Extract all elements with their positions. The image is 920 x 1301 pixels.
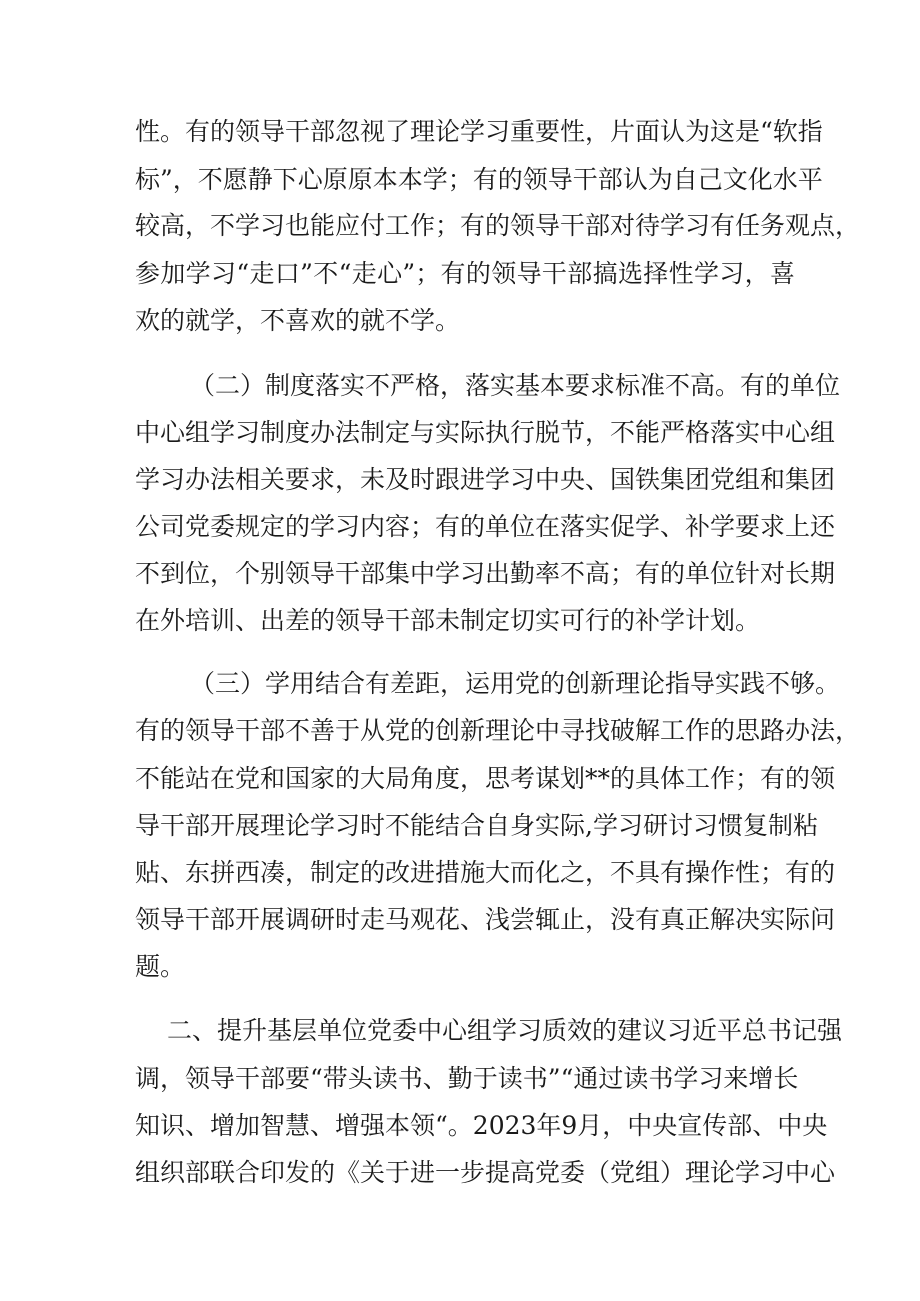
paragraph-3-line-1: （三）学用结合有差距，运用党的创新理论指导实践不够。 [190,669,841,698]
paragraph-2-line-6: 在外培训、出差的领导干部未制定切实可行的补学计划。 [135,606,761,635]
paragraph-3-line-3: 不能站在党和国家的大局角度，思考谋划**的具体工作；有的领 [135,764,836,793]
paragraph-3-line-5: 贴、东拼西凑，制定的改进措施大而化之，不具有操作性；有的 [135,858,836,887]
paragraph-4-line-3: 知识、增加智慧、增强本领“。2023年9月，中央宣传部、中央 [135,1111,828,1140]
paragraph-1-line-2: 标”，不愿静下心原原本本学；有的领导干部认为自己文化水平 [135,165,823,194]
paragraph-2-line-2: 中心组学习制度办法制定与实际执行脱节，不能严格落实中心组 [135,418,836,447]
paragraph-4-line-4: 组织部联合印发的《关于进一步提高党委（党组）理论学习中心 [135,1158,836,1187]
paragraph-1-line-1: 性。有的领导干部忽视了理论学习重要性，片面认为这是“软指 [135,117,823,146]
paragraph-1-line-4: 参加学习“走口”不“走心”；有的领导干部搞选择性学习，喜 [135,259,795,288]
paragraph-4-line-2: 调，领导干部要“带头读书、勤于读书”“通过读书学习来增长 [135,1064,799,1093]
paragraph-2-line-5: 不到位，个别领导干部集中学习出勤率不高；有的单位针对长期 [135,559,836,588]
paragraph-1-line-5: 欢的就学，不喜欢的就不学。 [135,306,461,335]
paragraph-2-line-1: （二）制度落实不严格，落实基本要求标准不高。有的单位 [190,371,841,400]
paragraph-2-line-4: 公司党委规定的学习内容；有的单位在落实促学、补学要求上还 [135,512,836,541]
paragraph-3-line-2: 有的领导干部不善于从党的创新理论中寻找破解工作的思路办法， [135,716,861,745]
paragraph-3-line-6: 领导干部开展调研时走马观花、浅尝辄止，没有真正解决实际问 [135,905,836,934]
paragraph-1-line-3: 较高，不学习也能应付工作；有的领导干部对待学习有任务观点， [135,211,861,240]
paragraph-2-line-3: 学习办法相关要求，未及时跟进学习中央、国铁集团党组和集团 [135,465,836,494]
paragraph-4-line-1: 二、提升基层单位党委中心组学习质效的建议习近平总书记强 [167,1016,843,1045]
paragraph-3-line-7: 题。 [135,952,186,981]
paragraph-3-line-4: 导干部开展理论学习时不能结合自身实际,学习研讨习惯复制粘 [135,811,818,840]
